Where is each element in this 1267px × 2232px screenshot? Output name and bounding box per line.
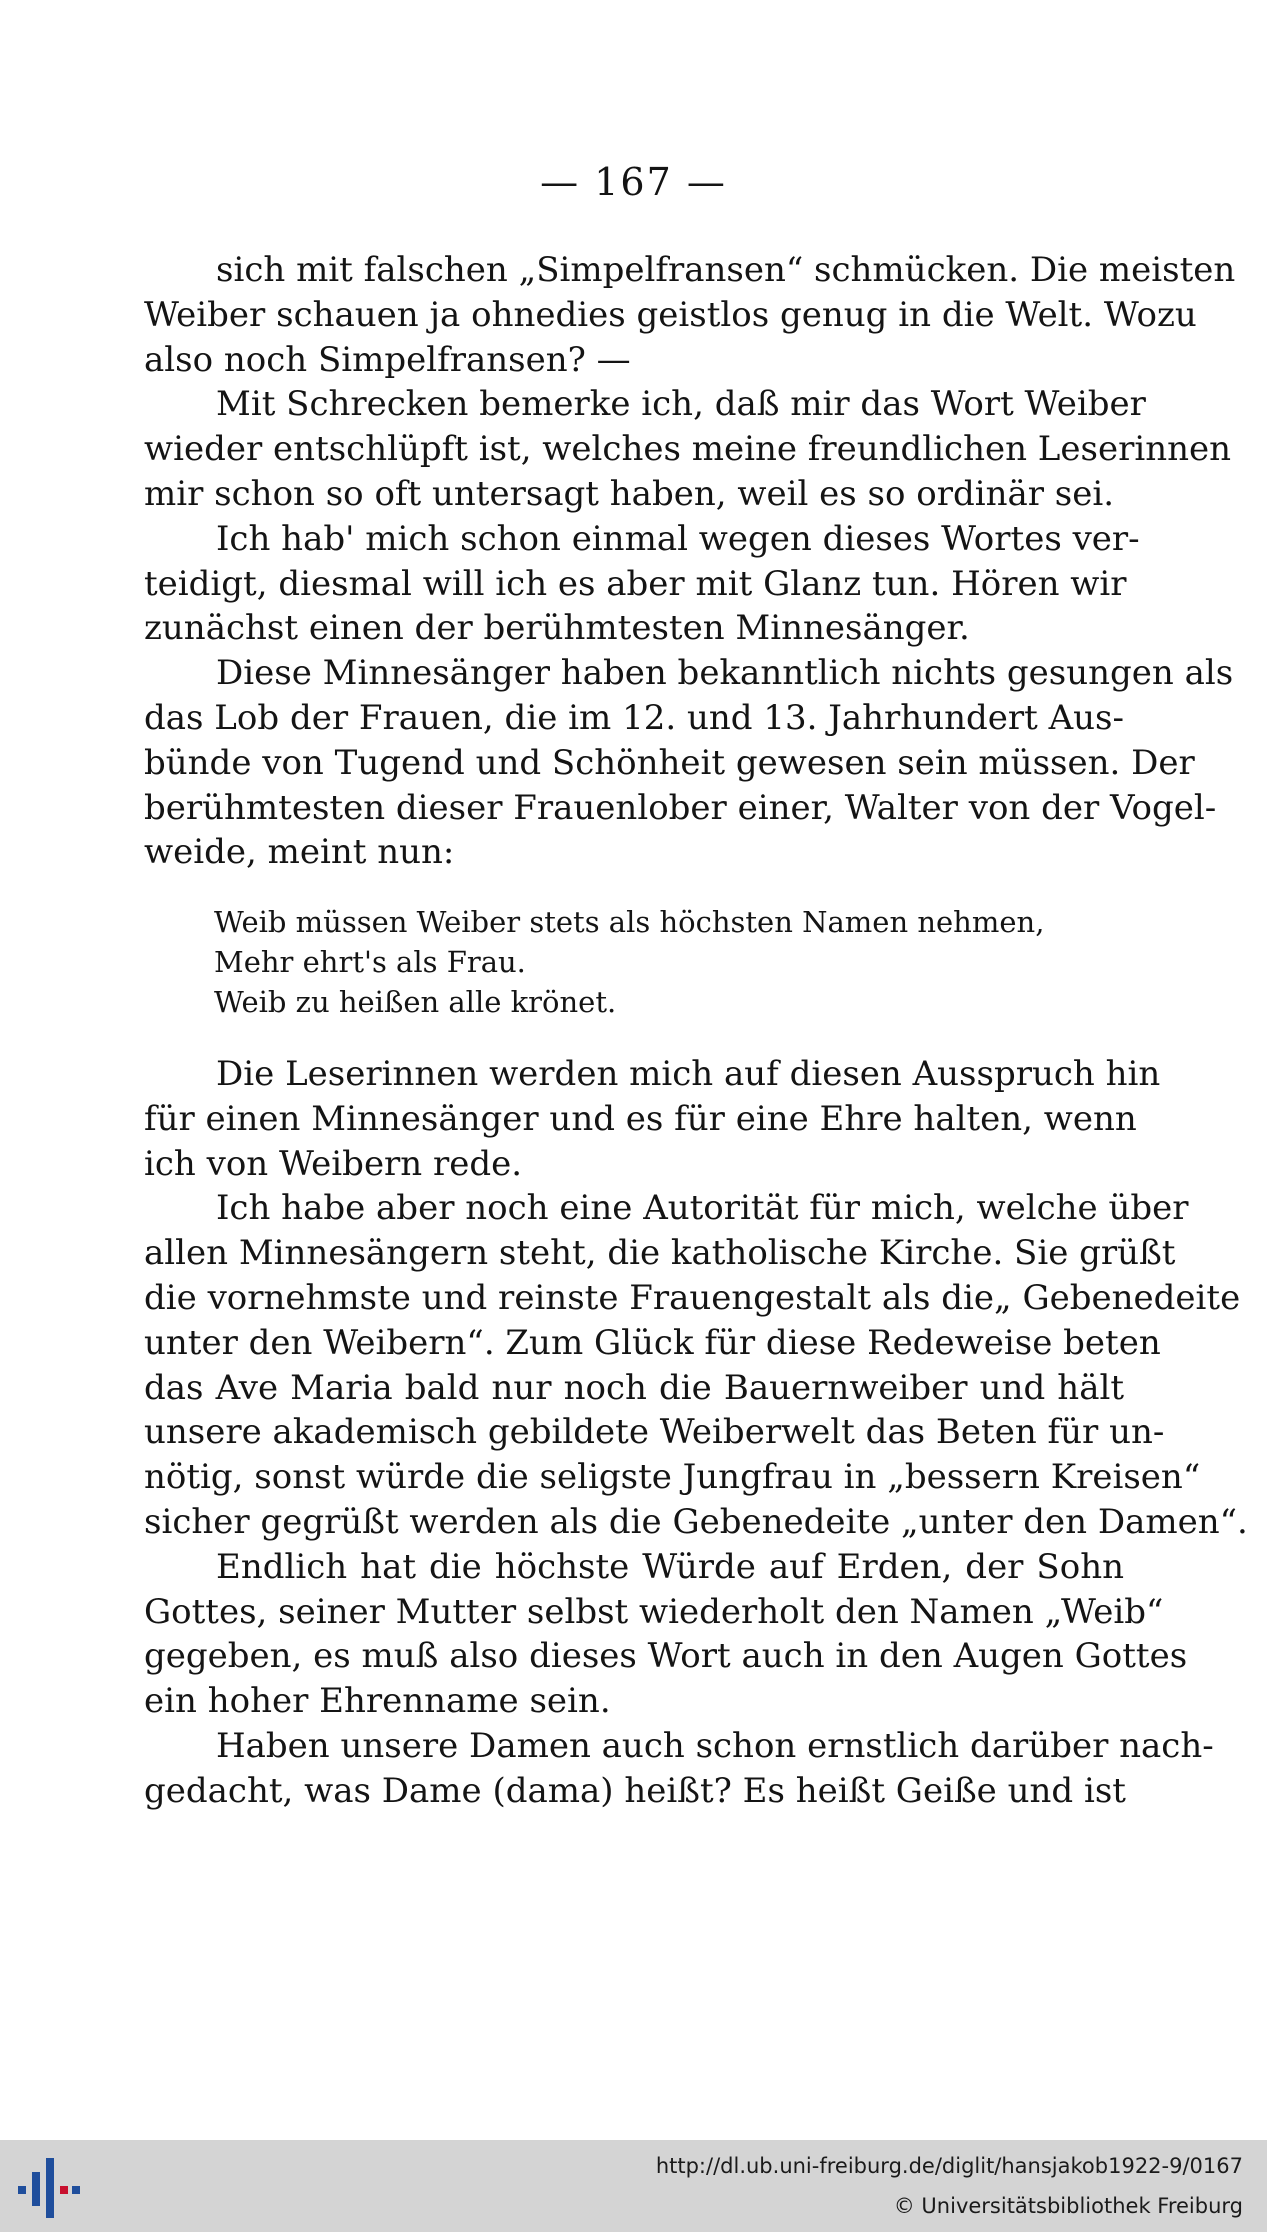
ub-freiburg-logo-icon (18, 2158, 80, 2218)
footer-bar (0, 2140, 1267, 2232)
text-line: unsere akademisch gebildete Weiberwelt das Beten für un- (144, 1412, 1165, 1453)
text-line: bünde von Tugend und Schönheit gewesen sein müssen. Der (144, 742, 1195, 783)
text-line: für einen Minnesänger und es für eine Ehre halten, wenn (144, 1098, 1137, 1139)
body-text-bottom (144, 1052, 1248, 1814)
text-line: unter den Weibern“. Zum Glück für diese Redeweise beten (144, 1322, 1161, 1363)
verse-quote (214, 902, 1114, 1022)
text-line: wieder entschlüpft ist, welches meine freundlichen Leserinnen (144, 429, 1232, 470)
text-line: Diese Minnesänger haben bekanntlich nichts gesungen als (216, 653, 1234, 694)
copyright-notice: © Universitätsbibliothek Freiburg (893, 2194, 1243, 2218)
text-line: die vornehmste und reinste Frauengestalt als die„ Gebenedeite (144, 1277, 1241, 1318)
text-line: nötig, sonst würde die seligste Jungfrau in „bessern Kreisen“ (144, 1457, 1201, 1498)
text-line: Die Leserinnen werden mich auf diesen Ausspruch hin (216, 1054, 1161, 1094)
text-line: mir schon so oft untersagt haben, weil es so ordinär sei. (144, 473, 1115, 514)
text-line: Ich hab' mich schon einmal wegen dieses Wortes ver- (216, 518, 1140, 559)
source-url[interactable]: http://dl.ub.uni-freiburg.de/diglit/hansjakob1922-9/0167 (655, 2154, 1243, 2178)
text-line: allen Minnesängern steht, die katholische Kirche. Sie grüßt (144, 1233, 1176, 1274)
text-line: gegeben, es muß also dieses Wort auch in den Augen Gottes (144, 1636, 1188, 1677)
text-line: teidigt, diesmal will ich es aber mit Glanz tun. Hören wir (144, 563, 1127, 604)
text-line: sicher gegrüßt werden als die Gebenedeite „unter den Damen“. (144, 1501, 1248, 1542)
text-line: das Ave Maria bald nur noch die Bauernweiber und hält (144, 1367, 1124, 1408)
text-line: also noch Simpelfransen? — (144, 339, 631, 380)
text-line: berühmtesten dieser Frauenlober einer, Walter von der Vogel- (144, 787, 1217, 828)
text-line: sich mit falschen „Simpelfransen“ schmücken. Die meisten (216, 250, 1236, 290)
verse-line: Weib müssen Weiber stets als höchsten Namen nehmen, (214, 905, 1045, 939)
text-line: Endlich hat die höchste Würde auf Erden, der Sohn (216, 1546, 1124, 1587)
verse-line: Mehr ehrt's als Frau. (214, 945, 526, 979)
body-text-top (144, 248, 1236, 875)
text-line: gedacht, was Dame (dama) heißt? Es heißt Geiße und ist (144, 1770, 1126, 1811)
text-line: ein hoher Ehrenname sein. (144, 1681, 611, 1722)
text-line: weide, meint nun: (144, 832, 455, 873)
text-line: Weiber schauen ja ohnedies geistlos genug in die Welt. Wozu (144, 294, 1197, 335)
text-line: zunächst einen der berühmtesten Minnesänger. (144, 608, 970, 649)
text-line: Mit Schrecken bemerke ich, daß mir das Wort Weiber (216, 384, 1146, 425)
text-line: das Lob der Frauen, die im 12. und 13. Jahrhundert Aus- (144, 697, 1124, 738)
text-line: Ich habe aber noch eine Autorität für mich, welche über (216, 1188, 1189, 1229)
page-number: — 167 — (540, 160, 727, 204)
text-line: Haben unsere Damen auch schon ernstlich darüber nach- (216, 1725, 1214, 1766)
verse-line: Weib zu heißen alle krönet. (214, 985, 617, 1019)
text-line: ich von Weibern rede. (144, 1143, 523, 1184)
text-line: Gottes, seiner Mutter selbst wiederholt den Namen „Weib“ (144, 1591, 1164, 1632)
